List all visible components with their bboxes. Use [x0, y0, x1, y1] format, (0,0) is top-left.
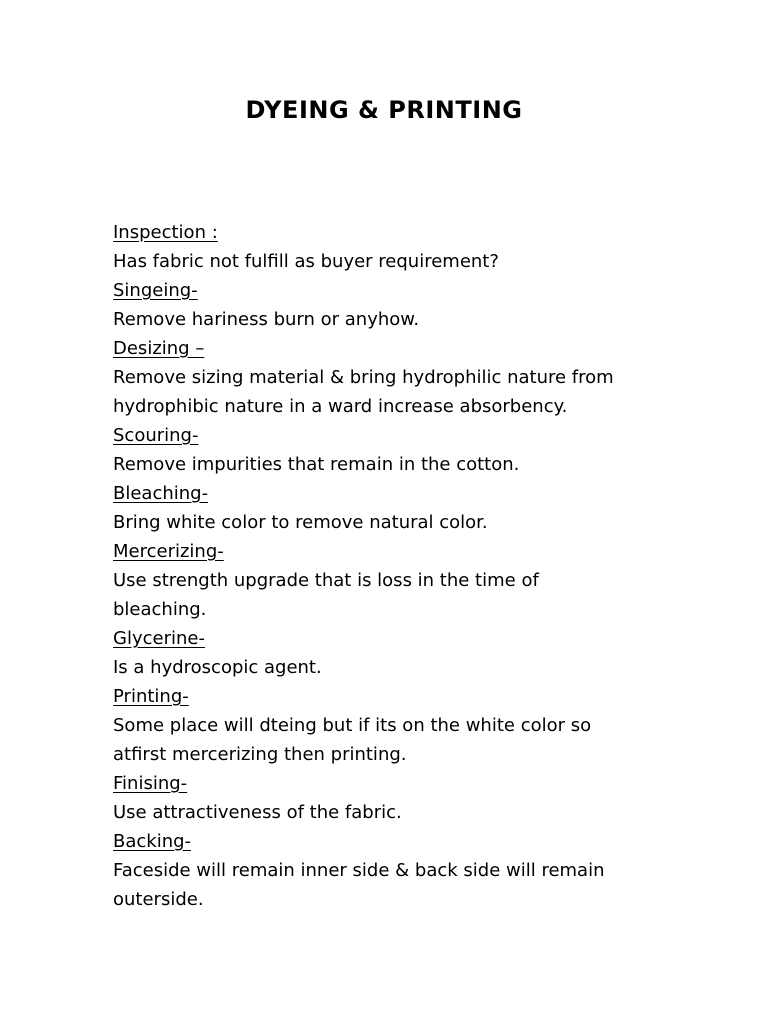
document-title: DYEING & PRINTING [245, 96, 523, 124]
section-text: Use attractiveness of the fabric. [113, 802, 402, 823]
section-mercerizing [113, 537, 673, 624]
section-heading: Singeing- [113, 280, 198, 301]
section-heading: Backing- [113, 831, 192, 852]
section-singeing [113, 276, 673, 334]
section-glycerine [113, 624, 673, 682]
section-text: bleaching. [113, 599, 207, 620]
section-scouring [113, 421, 673, 479]
section-printing [113, 682, 673, 769]
section-text: Remove impurities that remain in the cotton. [113, 454, 520, 475]
section-text: Use strength upgrade that is loss in the time of [113, 570, 539, 591]
section-heading: Bleaching- [113, 483, 209, 504]
section-text: atfirst mercerizing then printing. [113, 744, 407, 765]
section-heading: Printing- [113, 686, 189, 707]
section-heading: Desizing – [113, 338, 205, 359]
section-text: Has fabric not fulfill as buyer requirement? [113, 251, 499, 272]
document-body [113, 218, 673, 914]
section-text: Remove hariness burn or anyhow. [113, 309, 420, 330]
section-text: Is a hydroscopic agent. [113, 657, 322, 678]
section-finising [113, 769, 673, 827]
section-text: Remove sizing material & bring hydrophilic nature from [113, 367, 614, 388]
section-text: Some place will dteing but if its on the white color so [113, 715, 592, 736]
section-text: Faceside will remain inner side & back side will remain [113, 860, 605, 881]
section-heading: Mercerizing- [113, 541, 224, 562]
section-inspection [113, 218, 673, 276]
section-heading: Glycerine- [113, 628, 205, 649]
section-desizing [113, 334, 673, 421]
section-heading: Inspection : [113, 222, 218, 243]
section-backing [113, 827, 673, 914]
section-bleaching [113, 479, 673, 537]
section-heading: Scouring- [113, 425, 199, 446]
section-text: hydrophibic nature in a ward increase absorbency. [113, 396, 568, 417]
section-heading: Finising- [113, 773, 188, 794]
section-text: Bring white color to remove natural color. [113, 512, 488, 533]
section-text: outerside. [113, 889, 204, 910]
